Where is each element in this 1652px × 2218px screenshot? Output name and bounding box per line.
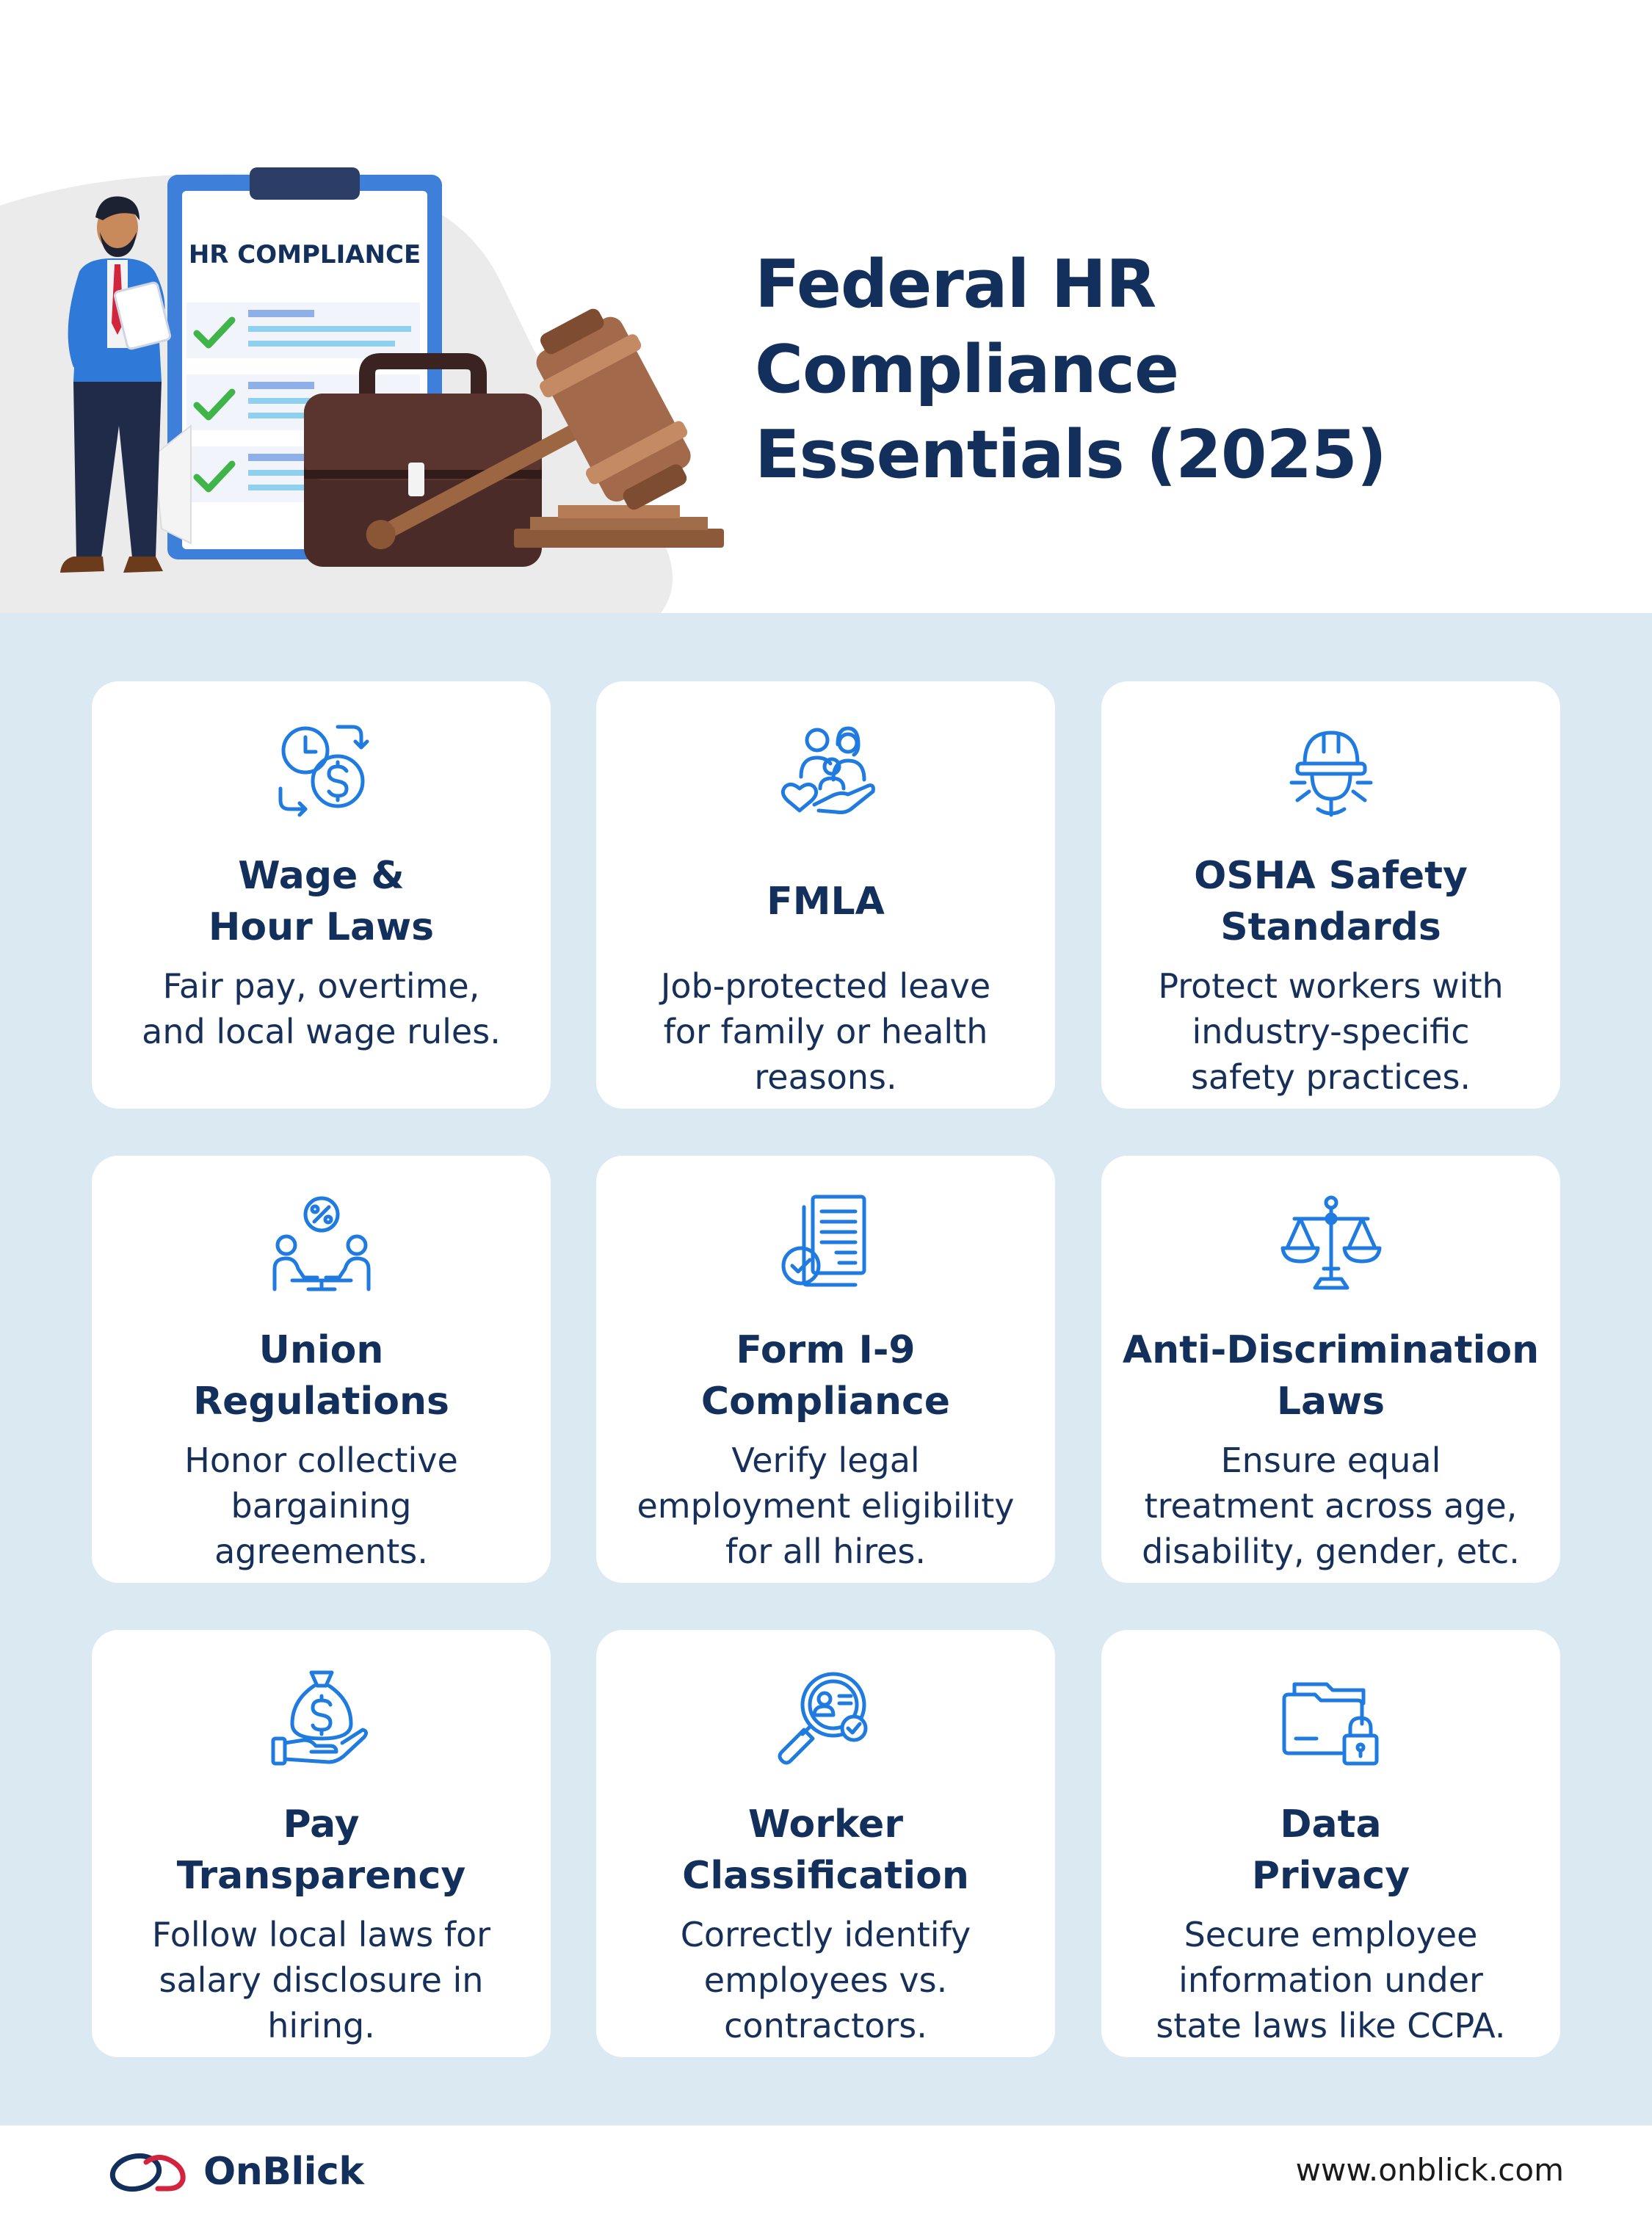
card-title <box>1116 1799 1546 1902</box>
card-data-privacy <box>1101 1630 1560 2057</box>
card-title-line: Regulations <box>193 1380 449 1424</box>
card-title-line: OSHA Safety <box>1194 854 1468 898</box>
card-worker-classification <box>596 1630 1055 2057</box>
page-title <box>755 242 1599 498</box>
hr-compliance-illustration <box>0 147 734 613</box>
card-description-line: hiring. <box>267 2006 375 2045</box>
family-care-icon <box>775 718 877 821</box>
card-title <box>1116 1324 1546 1427</box>
compliance-cards-panel <box>0 613 1652 2125</box>
card-description-line: Job-protected leave <box>660 966 991 1006</box>
card-title-line: Standards <box>1220 905 1441 949</box>
card-description <box>111 1438 532 1574</box>
card-osha-safety-standards <box>1101 681 1560 1109</box>
card-anti-discrimination-laws <box>1101 1156 1560 1583</box>
card-title-line: Classification <box>682 1854 969 1898</box>
clipboard-label: HR COMPLIANCE <box>188 240 421 269</box>
negotiation-icon <box>270 1192 373 1295</box>
card-description-line: salary disclosure in <box>159 1960 484 2000</box>
clock-dollar-icon <box>270 718 373 821</box>
card-description <box>111 963 532 1054</box>
card-description-line: Correctly identify <box>680 1915 971 1954</box>
card-description-line: Follow local laws for <box>151 1915 491 1954</box>
card-wage-hour-laws <box>92 681 551 1109</box>
card-description-line: bargaining <box>231 1486 412 1526</box>
card-title-line: Data <box>1280 1802 1382 1846</box>
card-description <box>1120 1438 1541 1574</box>
page-title-line-2: Essentials (2025) <box>755 416 1386 493</box>
hard-hat-gear-icon <box>1280 718 1383 821</box>
header <box>0 0 1652 613</box>
folder-lock-icon <box>1280 1667 1383 1769</box>
card-description-line: information under <box>1178 1960 1483 2000</box>
card-title-line: Pay <box>283 1802 360 1846</box>
money-bag-hand-icon <box>270 1667 373 1769</box>
card-title-line: Wage & <box>238 854 405 898</box>
person-icon <box>60 197 171 573</box>
card-description-line: contractors. <box>724 2006 927 2045</box>
card-description-line: for family or health <box>663 1012 988 1051</box>
card-description-line: and local wage rules. <box>142 1012 501 1051</box>
card-title-line: Laws <box>1276 1380 1385 1424</box>
card-description-line: Protect workers with <box>1158 966 1504 1006</box>
card-title-line: Transparency <box>176 1854 466 1898</box>
brand[interactable] <box>106 2146 363 2197</box>
card-description <box>615 1912 1036 2048</box>
scales-icon <box>1280 1192 1383 1295</box>
card-title <box>106 850 536 953</box>
card-title-line: Anti-Discrimination <box>1122 1328 1540 1372</box>
card-title <box>106 1799 536 1902</box>
card-description-line: industry-specific <box>1192 1012 1470 1051</box>
card-description-line: Fair pay, overtime, <box>162 966 480 1006</box>
card-description-line: for all hires. <box>725 1532 926 1571</box>
card-title <box>1116 850 1546 953</box>
card-title-line: Compliance <box>700 1380 951 1424</box>
card-description <box>1120 1912 1541 2048</box>
footer <box>0 2125 1652 2218</box>
card-fmla <box>596 681 1055 1109</box>
website-link[interactable]: www.onblick.com <box>1295 2152 1564 2188</box>
card-description-line: employment eligibility <box>637 1486 1015 1526</box>
card-form-i9-compliance <box>596 1156 1055 1583</box>
card-description-line: safety practices. <box>1190 1057 1471 1097</box>
card-description-line: Secure employee <box>1184 1915 1478 1954</box>
card-description <box>615 963 1036 1100</box>
card-description <box>615 1438 1036 1574</box>
card-title <box>611 850 1040 953</box>
card-title-line: Privacy <box>1251 1854 1410 1898</box>
card-description-line: Honor collective <box>184 1440 458 1480</box>
card-title <box>106 1324 536 1427</box>
page-title-line-1: Federal HR Compliance <box>755 246 1178 408</box>
card-title-line: FMLA <box>767 880 885 924</box>
card-description-line: agreements. <box>214 1532 428 1571</box>
card-description-line: Verify legal <box>731 1440 920 1480</box>
onblick-logo-icon <box>106 2146 193 2197</box>
card-description <box>111 1912 532 2048</box>
card-pay-transparency <box>92 1630 551 2057</box>
card-description-line: disability, gender, etc. <box>1142 1532 1520 1571</box>
card-description-line: reasons. <box>754 1057 897 1097</box>
card-description-line: employees vs. <box>703 1960 948 2000</box>
card-title-line: Form I-9 <box>736 1328 916 1372</box>
card-union-regulations <box>92 1156 551 1583</box>
card-description-line: Ensure equal <box>1220 1440 1441 1480</box>
card-title-line: Union <box>258 1328 384 1372</box>
search-profile-icon <box>775 1667 877 1769</box>
brand-name: OnBlick <box>203 2150 364 2194</box>
document-check-icon <box>775 1192 877 1295</box>
card-description-line: state laws like CCPA. <box>1156 2006 1506 2045</box>
card-description-line: treatment across age, <box>1144 1486 1518 1526</box>
card-title-line: Worker <box>748 1802 903 1846</box>
card-title <box>611 1799 1040 1902</box>
card-description <box>1120 963 1541 1100</box>
card-title-line: Hour Laws <box>208 905 435 949</box>
card-title <box>611 1324 1040 1427</box>
